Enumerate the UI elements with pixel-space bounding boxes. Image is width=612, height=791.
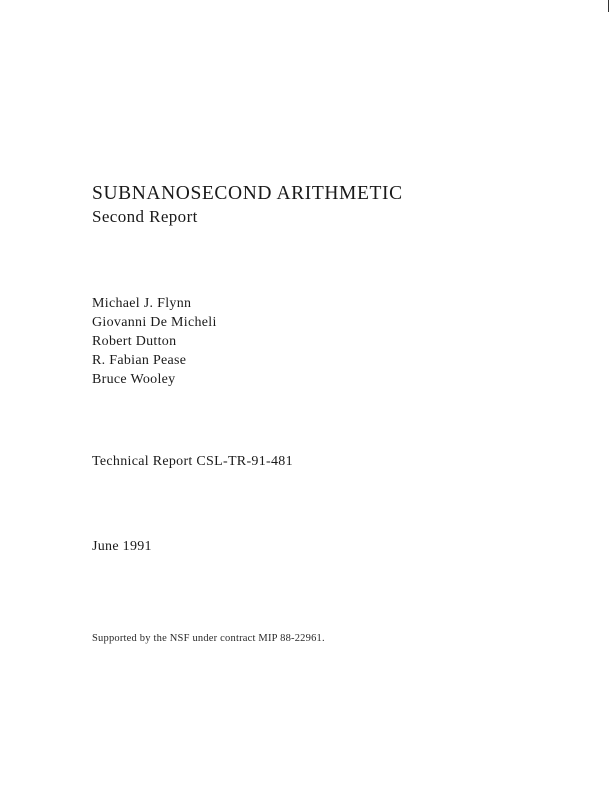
author-name: Robert Dutton	[92, 334, 177, 349]
report-number: Technical Report CSL-TR-91-481	[92, 454, 293, 469]
author-name: Bruce Wooley	[92, 372, 176, 387]
author-list	[92, 294, 217, 389]
author-name: Michael J. Flynn	[92, 296, 192, 311]
title-block	[92, 182, 403, 228]
report-title: SUBNANOSECOND ARITHMETIC	[92, 183, 403, 204]
author-name: R. Fabian Pease	[92, 353, 187, 368]
report-subtitle: Second Report	[92, 207, 198, 226]
author-name: Giovanni De Micheli	[92, 315, 217, 330]
publication-date: June 1991	[92, 539, 152, 554]
funding-note: Supported by the NSF under contract MIP 88-22961.	[92, 633, 325, 644]
scan-edge-mark	[608, 0, 609, 12]
